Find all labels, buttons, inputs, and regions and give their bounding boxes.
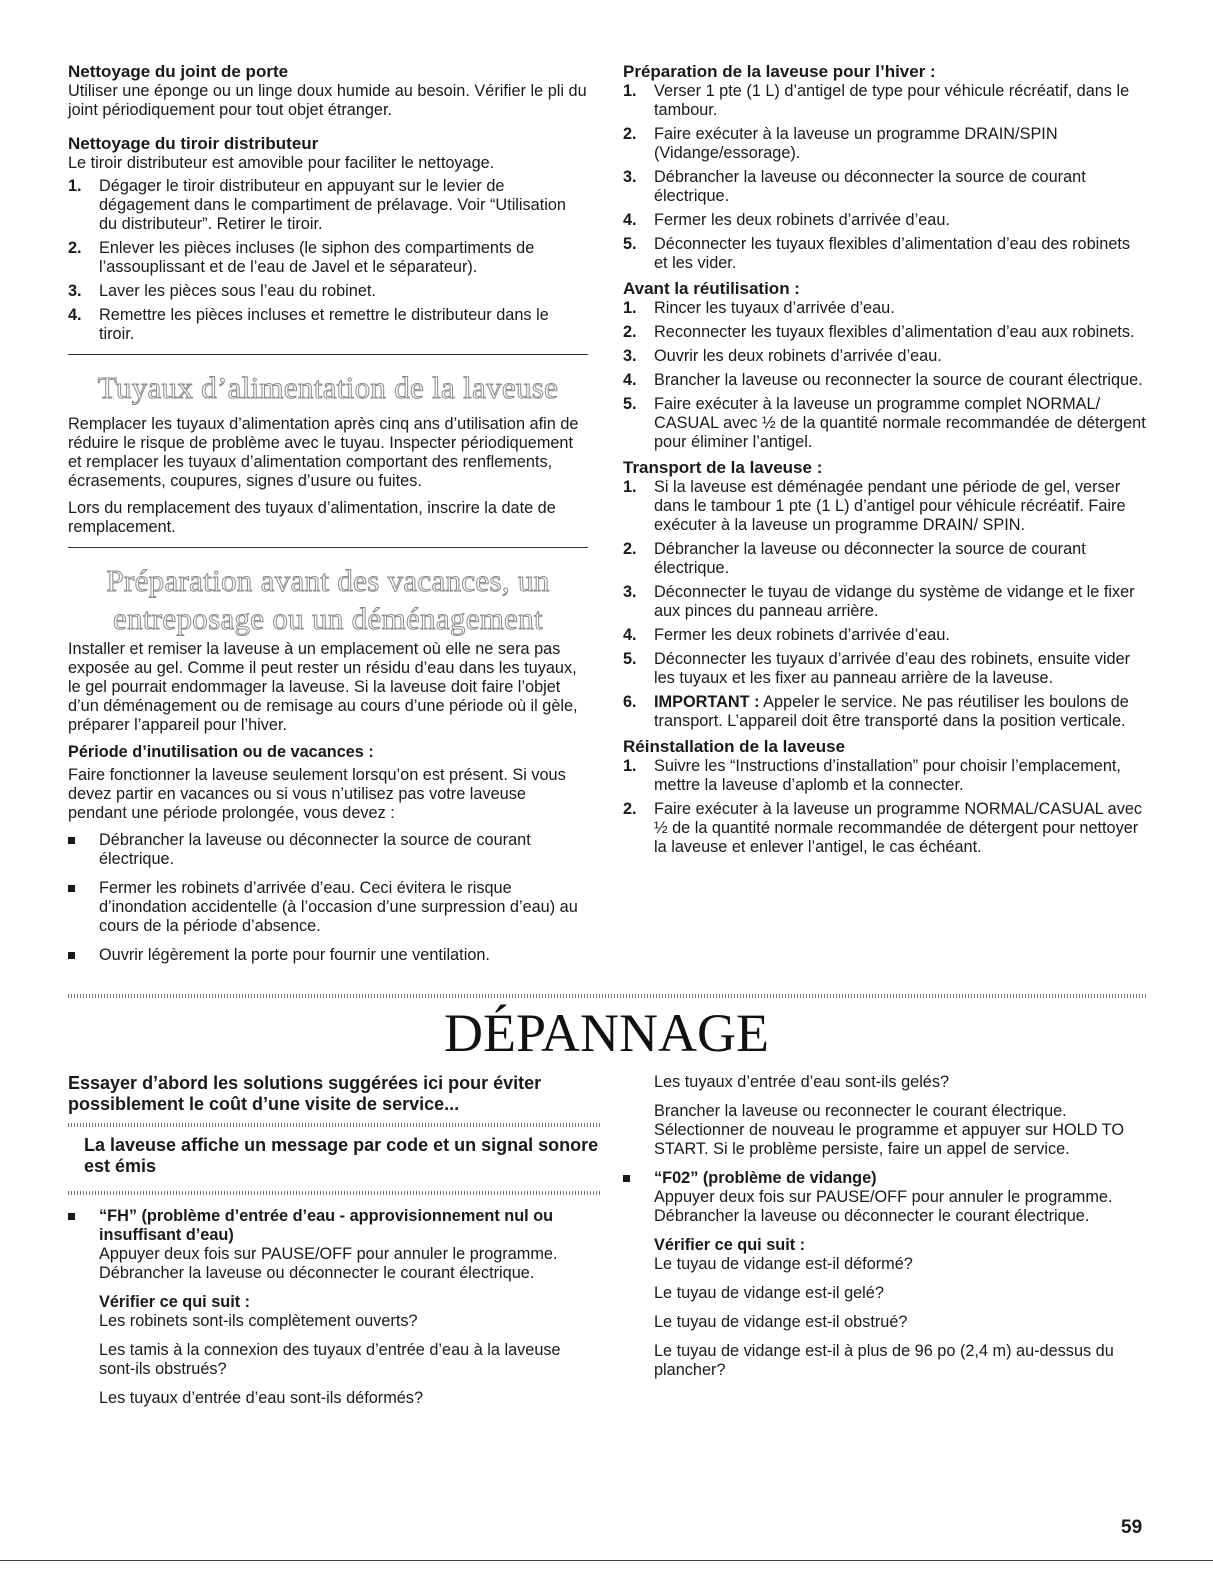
fh-resolution: Brancher la laveuse ou reconnecter le courant électrique. Sélectionner de nouveau le programme et appuyer sur HOLD TO START. Si le problème persiste, faire un appel de service. xyxy=(654,1102,1125,1158)
f02-check-3: Le tuyau de vidange est-il obstrué? xyxy=(654,1313,908,1331)
step-number: 4. xyxy=(623,371,637,389)
winter-heading: Préparation de la laveuse pour l’hiver : xyxy=(623,62,936,81)
step-number: 1. xyxy=(623,757,637,775)
bottom-left-column xyxy=(68,1073,600,1418)
storage-heading xyxy=(68,562,588,638)
step-number: 3. xyxy=(623,583,637,601)
step-number: 1. xyxy=(623,478,637,496)
list-item xyxy=(623,323,1148,342)
door-seal-text: Utiliser une éponge ou un linge doux humide au besoin. Vérifier le pli du joint périodiquement pour tout objet étranger. xyxy=(68,82,587,119)
step-number: 1. xyxy=(623,82,637,100)
step-text: Laver les pièces sous l’eau du robinet. xyxy=(99,282,376,300)
list-item xyxy=(623,168,1148,206)
list-item xyxy=(68,177,588,234)
step-text: Remettre les pièces incluses et remettre le distributeur dans le tiroir. xyxy=(99,306,549,343)
f02-check-heading: Vérifier ce qui suit : xyxy=(654,1236,806,1254)
step-text: Dégager le tiroir distributeur en appuyant sur le levier de dégagement dans le compartiment de prélavage. Voir “Utilisation du distributeur”. Retirer le tiroir. xyxy=(99,177,566,233)
step-number: 6. xyxy=(623,693,637,711)
step-number: 2. xyxy=(623,800,637,818)
f02-check-2: Le tuyau de vidange est-il gelé? xyxy=(654,1284,884,1302)
step-number: 5. xyxy=(623,235,637,253)
step-text: Déconnecter les tuyaux flexibles d’alimentation d’eau des robinets et les vider. xyxy=(654,235,1131,272)
step-text: Appeler le service. Ne pas réutiliser les boulons de transport. L’appareil doit être transporté dans la position verticale. xyxy=(654,693,1129,730)
step-text: Rincer les tuyaux d’arrivée d’eau. xyxy=(654,299,895,317)
f02-text: Appuyer deux fois sur PAUSE/OFF pour annuler le programme. Débrancher la laveuse ou déconnecter le courant électrique. xyxy=(654,1188,1113,1225)
section-divider xyxy=(68,547,588,548)
step-text: Verser 1 pte (1 L) d’antigel de type pour véhicule récréatif, dans le tambour. xyxy=(654,82,1130,119)
step-text: Si la laveuse est déménagée pendant une période de gel, verser dans le tambour 1 pte (1 L) d’antigel pour véhicule récréatif. Faire exécuter à la laveuse un programme DRAIN/ SPIN. xyxy=(654,478,1126,534)
winter-steps xyxy=(623,82,1148,273)
step-text: Faire exécuter à la laveuse un programme DRAIN/SPIN (Vidange/essorage). xyxy=(654,125,1058,162)
list-item xyxy=(623,540,1148,578)
reinstall-steps xyxy=(623,757,1148,857)
fh-check-2: Les tamis à la connexion des tuyaux d’entrée d’eau à la laveuse sont-ils obstrués? xyxy=(99,1341,561,1378)
list-item: Débrancher la laveuse ou déconnecter la source de courant électrique. xyxy=(68,831,588,869)
list-item xyxy=(623,82,1148,120)
box-bottom-border xyxy=(68,1191,600,1195)
list-item xyxy=(623,1169,1148,1380)
list-item xyxy=(623,478,1148,535)
step-text: Débrancher la laveuse ou déconnecter la source de courant électrique. xyxy=(654,168,1086,205)
list-item xyxy=(623,626,1148,645)
fh-check-3: Les tuyaux d’entrée d’eau sont-ils déformés? xyxy=(99,1389,424,1407)
reuse-heading: Avant la réutilisation : xyxy=(623,279,800,298)
dispenser-intro: Le tiroir distributeur est amovible pour faciliter le nettoyage. xyxy=(68,154,495,172)
hoses-paragraph-2: Lors du remplacement des tuyaux d’alimentation, inscrire la date de remplacement. xyxy=(68,499,556,536)
section-separator xyxy=(68,994,1148,998)
step-number: 2. xyxy=(623,540,637,558)
dispenser-steps xyxy=(68,177,588,344)
list-item: Ouvrir légèrement la porte pour fournir une ventilation. xyxy=(68,946,588,965)
list-item xyxy=(623,371,1148,390)
fh-check-1: Les robinets sont-ils complètement ouverts? xyxy=(99,1312,418,1330)
step-number: 3. xyxy=(68,282,82,300)
transport-steps xyxy=(623,478,1148,731)
step-text: Faire exécuter à la laveuse un programme complet NORMAL/ CASUAL avec ½ de la quantité normale recommandée de détergent pour éliminer l’antigel. xyxy=(654,395,1146,451)
step-number: 5. xyxy=(623,395,637,413)
list-item xyxy=(623,211,1148,230)
vacation-heading: Période d’inutilisation ou de vacances : xyxy=(68,743,374,761)
fh-heading: “FH” (problème d’entrée d’eau - approvisionnement nul ou insuffisant d’eau) xyxy=(99,1207,554,1244)
list-item xyxy=(623,125,1148,163)
f02-check-1: Le tuyau de vidange est-il déformé? xyxy=(654,1255,913,1273)
step-number: 3. xyxy=(623,347,637,365)
step-number: 3. xyxy=(623,168,637,186)
fh-section xyxy=(68,1207,600,1408)
step-number: 2. xyxy=(68,239,82,257)
step-text: Ouvrir les deux robinets d’arrivée d’eau. xyxy=(654,347,942,365)
f02-section xyxy=(623,1169,1148,1380)
reuse-steps xyxy=(623,299,1148,452)
storage-intro: Installer et remiser la laveuse à un emplacement où elle ne sera pas exposée au gel. Comme il peut rester un résidu d’eau dans les tuyaux, le gel pourrait endommager la laveuse. Si la laveuse doit faire l’objet d’un déménagement ou de remisage au cours d’une période où il gèle, préparer l’appareil pour l’hiver. xyxy=(68,640,578,734)
step-number: 4. xyxy=(623,211,637,229)
list-item xyxy=(623,347,1148,366)
step-text: Déconnecter le tuyau de vidange du système de vidange et le fixer aux pinces du panneau arrière. xyxy=(654,583,1135,620)
step-text: Enlever les pièces incluses (le siphon des compartiments de l’assouplissant et de l’eau de Javel et le séparateur). xyxy=(99,239,535,276)
fh-continued xyxy=(623,1073,1148,1159)
step-text: Faire exécuter à la laveuse un programme NORMAL/CASUAL avec ½ de la quantité normale recommandée de détergent pour nettoyer la laveuse et enlever l’antigel, le cas échéant. xyxy=(654,800,1143,856)
hoses-paragraph-1: Remplacer les tuyaux d’alimentation après cinq ans d’utilisation afin de réduire le risque de problème avec le tuyau. Inspecter périodiquement et remplacer les tuyaux d’alimentation comportant des renflements, écrasements, coupures, signes d’usure ou fuites. xyxy=(68,415,579,490)
troubleshooting-intro: Essayer d’abord les solutions suggérées ici pour éviter possiblement le coût d’une visite de service... xyxy=(68,1073,542,1114)
door-seal-heading: Nettoyage du joint de porte xyxy=(68,62,289,81)
list-item xyxy=(623,299,1148,318)
f02-check-4: Le tuyau de vidange est-il à plus de 96 po (2,4 m) au-dessus du plancher? xyxy=(654,1342,1114,1379)
list-item xyxy=(623,693,1148,731)
step-number: 1. xyxy=(623,299,637,317)
footer-rule xyxy=(0,1560,1213,1561)
step-text: Fermer les deux robinets d’arrivée d’eau. xyxy=(654,626,950,644)
step-text: Brancher la laveuse ou reconnecter la source de courant électrique. xyxy=(654,371,1143,389)
list-item xyxy=(623,650,1148,688)
storage-heading-line-2: entreposage ou un déménagement xyxy=(113,601,543,636)
fh-check-4: Les tuyaux d’entrée d’eau sont-ils gelés? xyxy=(654,1073,950,1091)
step-number: 2. xyxy=(623,323,637,341)
reinstall-heading: Réinstallation de la laveuse xyxy=(623,737,846,756)
step-text: Débrancher la laveuse ou déconnecter la source de courant électrique. xyxy=(654,540,1086,577)
hoses-heading: Tuyaux d’alimentation de la laveuse xyxy=(97,370,559,405)
vacation-bullets xyxy=(68,831,588,965)
storage-heading-line-1: Préparation avant des vacances, un xyxy=(106,563,550,598)
troubleshooting-title: DÉPANNAGE xyxy=(443,1003,770,1063)
fh-check-heading: Vérifier ce qui suit : xyxy=(99,1293,251,1311)
list-item xyxy=(68,306,588,344)
step-number: 4. xyxy=(623,626,637,644)
step-number: 2. xyxy=(623,125,637,143)
fh-text: Appuyer deux fois sur PAUSE/OFF pour annuler le programme. Débrancher la laveuse ou déconnecter le courant électrique. xyxy=(99,1245,558,1282)
step-number: 4. xyxy=(68,306,82,324)
code-message-heading: La laveuse affiche un message par code et un signal sonore est émis xyxy=(84,1135,599,1176)
important-label: IMPORTANT : xyxy=(654,693,760,711)
list-item xyxy=(68,282,588,301)
dispenser-heading: Nettoyage du tiroir distributeur xyxy=(68,134,319,153)
vacation-text: Faire fonctionner la laveuse seulement lorsqu’on est présent. Si vous devez partir en vacances ou si vous n’utilisez pas votre laveuse pendant une période prolongée, vous devez : xyxy=(68,766,566,822)
step-number: 1. xyxy=(68,177,82,195)
list-item xyxy=(68,239,588,277)
list-item xyxy=(68,1207,600,1408)
list-item xyxy=(623,757,1148,795)
list-item xyxy=(623,800,1148,857)
transport-heading: Transport de la laveuse : xyxy=(623,458,823,477)
top-right-column xyxy=(623,62,1148,863)
box-top-border xyxy=(68,1123,600,1127)
f02-heading: “F02” (problème de vidange) xyxy=(654,1169,877,1187)
list-item xyxy=(623,583,1148,621)
step-text: Suivre les “Instructions d’installation” pour choisir l’emplacement, mettre la laveuse d’aplomb et la connecter. xyxy=(654,757,1121,794)
step-text: Reconnecter les tuyaux flexibles d’alimentation d’eau aux robinets. xyxy=(654,323,1135,341)
list-item xyxy=(623,235,1148,273)
section-divider xyxy=(68,354,588,355)
step-text: Déconnecter les tuyaux d’arrivée d’eau des robinets, ensuite vider les tuyaux et les fixer au panneau arrière de la laveuse. xyxy=(654,650,1131,687)
page-number: 59 xyxy=(1121,1517,1143,1538)
list-item: Fermer les robinets d’arrivée d’eau. Ceci évitera le risque d’inondation accidentelle (à l’occasion d’une surpression d’eau) au cours de la période d’absence. xyxy=(68,879,588,936)
top-left-column xyxy=(68,62,588,975)
step-text: Fermer les deux robinets d’arrivée d’eau. xyxy=(654,211,950,229)
list-item xyxy=(623,395,1148,452)
bottom-right-column xyxy=(623,1073,1148,1390)
step-number: 5. xyxy=(623,650,637,668)
